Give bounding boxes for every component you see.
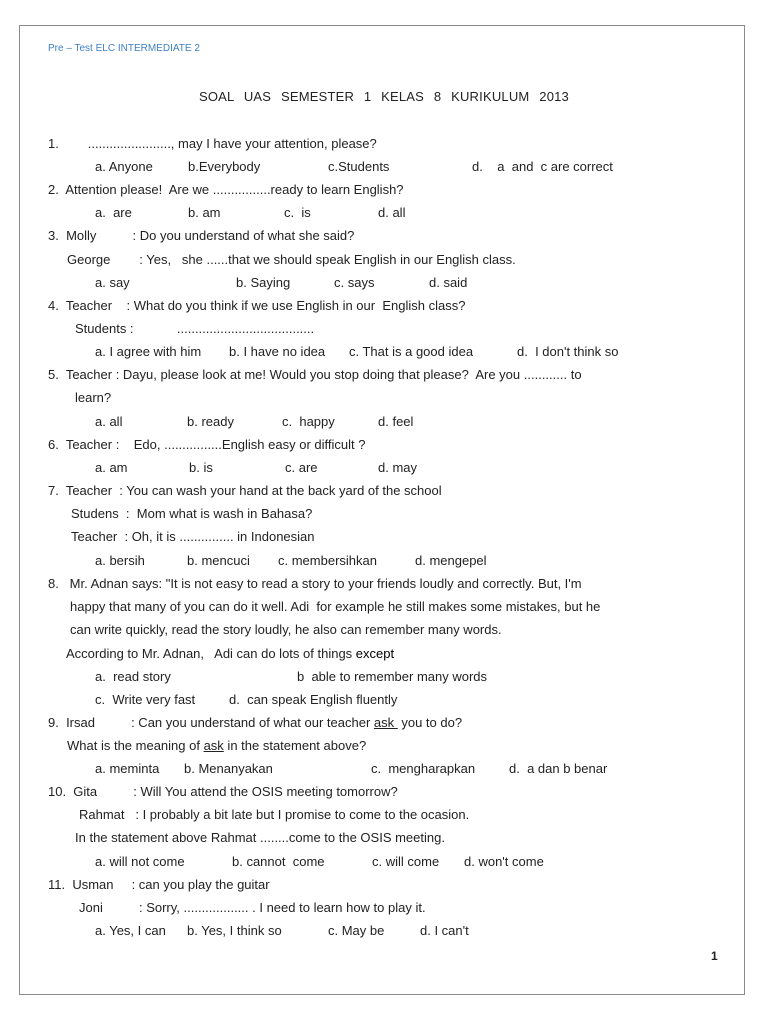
question-11: 11. Usman : can you play the guitar: [48, 877, 270, 892]
option-d: d. mengepel: [415, 553, 487, 568]
option-d: d. all: [378, 205, 406, 220]
option-b: b. I have no idea: [229, 344, 326, 359]
option-a: a. am: [95, 460, 128, 475]
option-a: a. I agree with him: [95, 344, 202, 359]
exam-title: SOAL UAS SEMESTER 1 KELAS 8 KURIKULUM 2013: [199, 89, 569, 104]
page-number: 1: [711, 949, 718, 963]
option-c: c.Students: [328, 159, 390, 174]
question-8-line-2: happy that many of you can do it well. Adi for example he still makes some mistakes, but he: [70, 599, 601, 614]
question-8-line-3: can write quickly, read the story loudly, he also can remember many words.: [70, 622, 502, 637]
option-a: a. will not come: [95, 854, 185, 869]
option-d: d. said: [429, 275, 468, 290]
option-b: b. ready: [187, 414, 234, 429]
option-d: d. I don't think so: [517, 344, 619, 359]
option-b: b. mencuci: [187, 553, 250, 568]
option-b: b. Yes, I think so: [187, 923, 282, 938]
question-8-prompt: According to Mr. Adnan, Adi can do lots of things: [66, 646, 356, 661]
option-a: a. all: [95, 414, 123, 429]
option-a: a. are: [95, 205, 132, 220]
option-c: c. says: [334, 275, 375, 290]
option-c: c. membersihkan: [278, 553, 377, 568]
question-10-line-2: Rahmat : I probably a bit late but I promise to come to the ocasion.: [79, 807, 470, 822]
question-9: [48, 715, 462, 731]
option-a: a. read story: [95, 669, 171, 684]
page-header: Pre – Test ELC INTERMEDIATE 2: [48, 43, 200, 54]
option-b: b.Everybody: [188, 159, 261, 174]
option-a: a. Yes, I can: [95, 923, 166, 938]
question-7-line-2: Studens : Mom what is wash in Bahasa?: [71, 506, 313, 521]
question-9-text-end: you to do?: [397, 715, 463, 730]
keyword-ask: ask: [373, 715, 398, 730]
question-4-line-2: Students : ......................................: [75, 321, 315, 336]
option-c: c. are: [285, 460, 318, 475]
question-5-line-2: learn?: [75, 390, 112, 405]
question-9-prompt: What is the meaning of: [67, 738, 204, 753]
question-1: 1. ......................., may I have your attention, please?: [48, 136, 377, 151]
option-d: d. I can't: [420, 923, 469, 938]
question-10: 10. Gita : Will You attend the OSIS meeting tomorrow?: [48, 784, 398, 799]
keyword-except: except: [355, 646, 395, 661]
option-c: c. Write very fast: [95, 692, 196, 707]
option-d: d. a and c are correct: [472, 159, 613, 174]
question-7-line-3: Teacher : Oh, it is ............... in Indonesian: [71, 529, 315, 544]
option-d: d. won't come: [464, 854, 544, 869]
option-c: c. May be: [328, 923, 385, 938]
option-c: c. happy: [282, 414, 335, 429]
option-d: d. can speak English fluently: [229, 692, 398, 707]
keyword-ask: ask: [203, 738, 224, 753]
option-c: c. will come: [372, 854, 440, 869]
option-c: c. That is a good idea: [349, 344, 474, 359]
option-a: a. Anyone: [95, 159, 153, 174]
option-b: b able to remember many words: [297, 669, 488, 684]
question-9-line-2: [67, 738, 366, 754]
question-9-text: 9. Irsad : Can you understand of what our teacher: [48, 715, 374, 730]
question-7: 7. Teacher : You can wash your hand at the back yard of the school: [48, 483, 442, 498]
question-8: 8. Mr. Adnan says: "It is not easy to read a story to your friends loudly and correctly. But, I'm: [48, 576, 582, 591]
question-3-line-2: George : Yes, she ......that we should speak English in our English class.: [67, 252, 516, 267]
option-b: b. Menanyakan: [184, 761, 273, 776]
option-a: a. say: [95, 275, 130, 290]
option-b: b. Saying: [236, 275, 291, 290]
option-b: b. is: [189, 460, 213, 475]
option-b: b. am: [188, 205, 221, 220]
question-8-line-4: [66, 646, 394, 662]
question-6: 6. Teacher : Edo, ................English easy or difficult ?: [48, 437, 366, 452]
question-5: 5. Teacher : Dayu, please look at me! Would you stop doing that please? Are you ............ to: [48, 367, 582, 382]
question-9-prompt-end: in the statement above?: [223, 738, 367, 753]
option-a: a. meminta: [95, 761, 160, 776]
option-d: d. feel: [378, 414, 414, 429]
option-c: c. is: [284, 205, 311, 220]
question-11-line-2: Joni : Sorry, .................. . I need to learn how to play it.: [79, 900, 426, 915]
option-d: d. a dan b benar: [509, 761, 608, 776]
question-3: 3. Molly : Do you understand of what she said?: [48, 228, 355, 243]
question-4: 4. Teacher : What do you think if we use English in our English class?: [48, 298, 466, 313]
question-2: 2. Attention please! Are we ................ready to learn English?: [48, 182, 404, 197]
question-10-line-3: In the statement above Rahmat ........come to the OSIS meeting.: [75, 830, 445, 845]
option-b: b. cannot come: [232, 854, 325, 869]
option-a: a. bersih: [95, 553, 145, 568]
option-d: d. may: [378, 460, 418, 475]
option-c: c. mengharapkan: [371, 761, 476, 776]
